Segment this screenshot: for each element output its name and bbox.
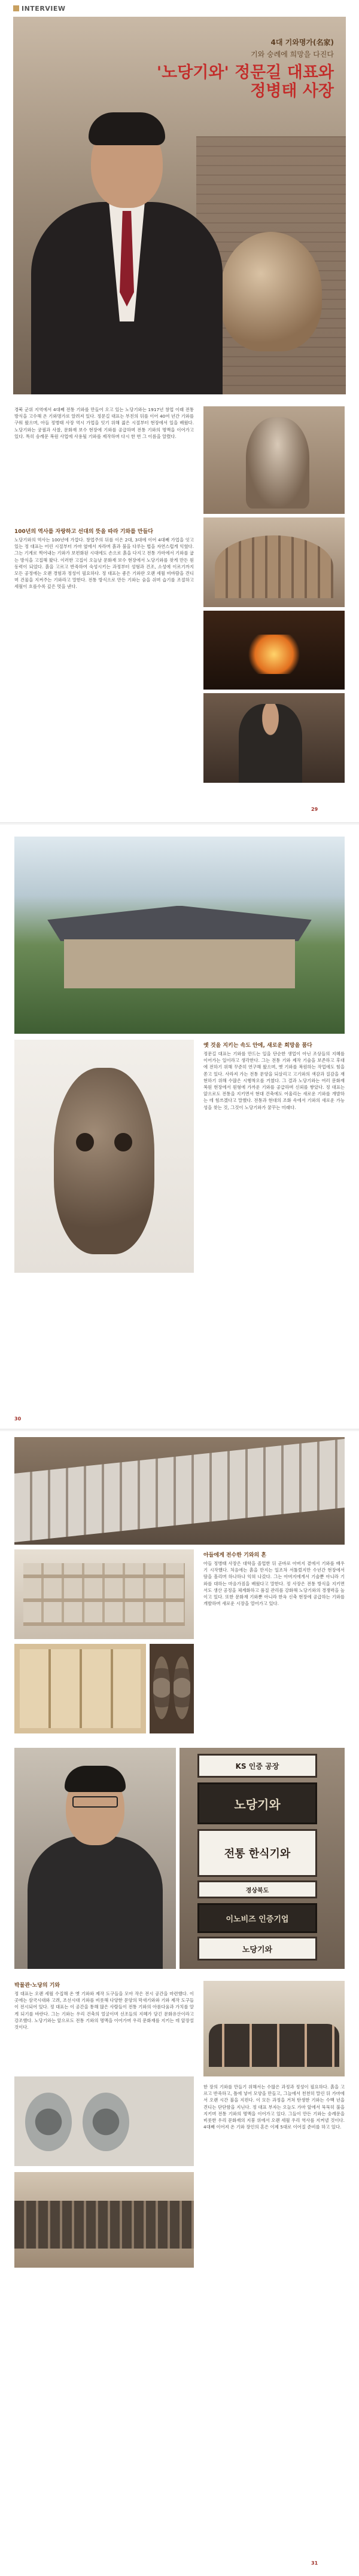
worker-photo [203, 693, 345, 783]
headline-line-2: 정병태 사장 [250, 81, 334, 100]
sign-ks: KS 인증 공장 [197, 1754, 317, 1778]
spread-page-1 [0, 0, 359, 825]
glasses-icon [72, 1796, 118, 1808]
tile-molds-photo [150, 1644, 194, 1733]
temple-wall [64, 939, 295, 989]
jacket [28, 1836, 163, 1969]
kiln-fire-photo [203, 611, 345, 690]
spread-page-2 [0, 825, 359, 1431]
subhead-history: 100년의 역사를 자랑하고 선대의 뜻을 따라 기와를 만들다 [14, 529, 153, 535]
kiln-dome-photo [203, 406, 345, 514]
spread-page-3 [0, 1431, 359, 2576]
sign-innobiz: 이노비즈 인증기업 [197, 1903, 317, 1933]
subhead-museum: 박물관·노당의 기와 [14, 1983, 60, 1989]
subhead-succession: 아들에게 전수한 기와의 혼 [203, 1552, 267, 1558]
page-number-value: 30 [14, 1416, 22, 1422]
temple-roof-photo [14, 837, 345, 1034]
portrait-ceo [31, 106, 223, 394]
signboards-photo [180, 1748, 345, 1969]
temple-roof [47, 906, 312, 941]
hair [89, 112, 165, 145]
section-tag-label: INTERVIEW [22, 5, 66, 13]
title-block [136, 37, 334, 101]
large-pot [220, 232, 322, 351]
body-history: 노당기와의 역사는 100년에 가깝다. 창업주의 뒤를 이은 2대, 3대에 이어 4대째 가업을 잇고 있는 정 대표는 어린 시절부터 가마 옆에서 자라며 흙과 불을 다루는 법을 자연스럽게 익혔다. 그는 기계로 찍어내는 기와가 보편화된 시대에도 손으로 흙을 다지고 전통 가마에서 기와를 굽는 방식을 고집해 왔다. 이러한 고집이 오늘날 문화재 보수 현장에서 노당기와를 찾게 만든 원동력이 되었다. 흙을 고르고 반죽하여 숙성시키는 과정부터 성형과 건조, 소성에 이르기까지 모든 공정에는 오랜 경험과 정성이 필요하다. 정 대표는 좋은 기와란 오랜 세월 비바람을 견디며 건물을 지켜주는 기와라고 말한다. 전통 방식으로 만든 기와는 숨을 쉬며 습기를 조절하고 세월이 흐를수록 깊은 멋을 낸다. [14, 537, 194, 590]
page-number-left [14, 1416, 21, 1422]
section-tag [13, 5, 66, 13]
kicker: 4대 기와명가(名家) [270, 38, 334, 47]
portrait-son [14, 1748, 176, 1969]
sign-traditional: 전통 한식기와 [197, 1829, 317, 1877]
wood-forms-photo [14, 1644, 146, 1733]
group-photo [203, 1981, 345, 2076]
body-succession: 아들 정병태 사장은 대학을 졸업한 뒤 곧바로 아버지 곁에서 기와를 배우기 시작했다. 처음에는 흙을 만지는 일조차 서툴렀지만 수년간 현장에서 땀을 흘리며 하나하나 익혀 나갔다. 그는 아버지에게서 기술뿐 아니라 기와를 대하는 마음가짐을 배웠다고 말한다. 정 사장은 전통 방식을 지키면서도 생산 공정을 체계화하고 품질 관리를 강화해 노당기와의 경쟁력을 높이고 있다. 또한 문화재 기와뿐 아니라 한옥 신축 현장에 공급하는 기와를 개발하며 새로운 시장을 열어가고 있다. [203, 1561, 345, 1607]
stacked-tiles-photo [14, 1437, 345, 1545]
sign-nodang-2: 노당기와 [197, 1937, 317, 1961]
kicker-sub: 기와 숭례에 희망을 다진다 [251, 50, 334, 59]
body-tradition: 정문길 대표는 기와를 만드는 일을 단순한 생업이 아닌 조상들의 지혜를 이어가는 일이라고 생각한다. 그는 전통 기와 제작 기술을 보존하고 후대에 전하기 위해 꾸준히 연구해 왔으며, 옛 기와를 복원하는 작업에도 힘을 쏟고 있다. 사라져 가는 전통 문양을 되살리고 고기와의 색감과 질감을 재현하기 위해 수많은 시행착오를 거쳤다. 그 결과 노당기와는 여러 문화재 복원 현장에서 원형에 가까운 기와를 공급하며 신뢰를 쌓았다. 정 대표는 앞으로도 전통을 지키면서 현대 건축에도 어울리는 새로운 기와를 개발하는 데 힘쓰겠다고 말했다. 전통과 현대의 조화 속에서 기와의 새로운 가능성을 찾는 것, 그것이 노당기와가 꿈꾸는 미래다. [203, 1051, 345, 1110]
page-number-right [311, 2560, 318, 2566]
roof-tile-mask-photo [14, 1040, 194, 1273]
headline-line-1: '노당기와' 정문길 대표와 [156, 63, 334, 82]
hero-photo [13, 17, 346, 394]
sign-nodang: 노당기와 [197, 1782, 317, 1824]
page-number-value: 29 [311, 807, 318, 812]
tile-ends-photo [14, 2076, 194, 2166]
tiled-roof-photo [14, 2172, 194, 2268]
drying-shelves-photo [14, 1549, 194, 1639]
kiln-arch-photo [203, 517, 345, 607]
hair [65, 1766, 126, 1792]
intro-paragraph: 경북 군위 지역에서 4대째 전통 기와를 만들어 오고 있는 노당기와는 1917년 창업 이래 전통 방식을 고수해 온 기와명가로 알려져 있다. 정문길 대표는 부친의 뒤를 이어 40여 년간 기와를 구워 왔으며, 아들 정병태 사장 역시 가업을 잇기 위해 젊은 시절부터 현장에서 일을 배웠다. 노당기와는 궁궐과 사찰, 문화재 보수 현장에 기와를 공급하며 전통 기와의 명맥을 이어가고 있다. 특히 숭례문 복원 사업에 사용될 기와를 제작하며 다시 한 번 그 이름을 알렸다. [14, 407, 194, 439]
body-museum: 정 대표는 오랜 세월 수집해 온 옛 기와와 제작 도구들을 모아 작은 전시 공간을 마련했다. 이곳에는 삼국시대와 고려, 조선시대 기와를 비롯해 다양한 문양의 막새기와와 기와 제작 도구들이 전시되어 있다. 정 대표는 이 공간을 통해 많은 사람들이 전통 기와의 아름다움과 가치를 알게 되기를 바란다. 그는 기와는 우리 건축의 얼굴이며 선조들의 지혜가 담긴 문화유산이라고 강조했다. 노당기와는 앞으로도 전통 기와의 명맥을 이어가며 우리 문화재를 지키는 데 앞장설 것이다. [14, 1991, 194, 2030]
sign-province: 경상북도 [197, 1880, 317, 1898]
tag-bar-icon [13, 5, 19, 11]
demon-face-tile [54, 1068, 154, 1254]
body-closing: 한 장의 기와를 만들기 위해서는 수많은 과정과 정성이 필요하다. 흙을 고르고 반죽하고, 틀에 넣어 모양을 만들고, 그늘에서 천천히 말린 뒤 가마에서 오랜 시간 불을 지핀다. 이 모든 과정을 거쳐 탄생한 기와는 수백 년을 견디는 단단함을 지닌다. 정 대표 부자는 오늘도 가마 앞에서 묵묵히 불을 지키며 전통 기와의 명맥을 이어가고 있다. 그들이 만든 기와는 숭례문을 비롯한 우리 문화재의 지붕 위에서 오랜 세월 우리 역사를 지켜낼 것이다. 4대째 이어져 온 기와 장인의 혼은 이제 5대로 이어질 준비를 하고 있다. [203, 2084, 345, 2130]
page-number-right [311, 807, 318, 812]
page-number-value: 31 [311, 2560, 318, 2566]
subhead-tradition: 옛 것을 지키는 속도 안에, 새로운 희망을 품다 [203, 1043, 312, 1049]
